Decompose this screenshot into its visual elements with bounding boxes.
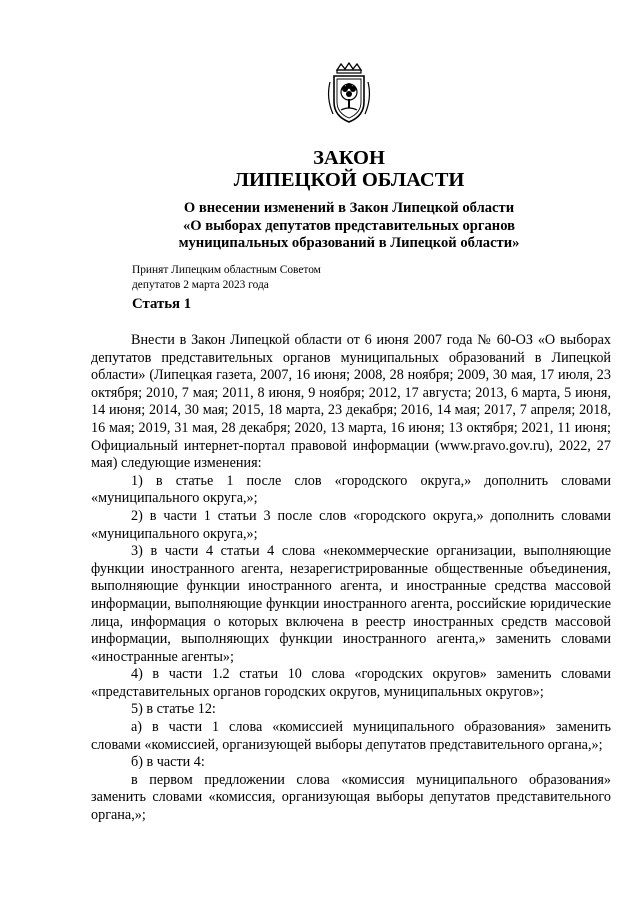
article-heading: Статья 1 [132, 296, 192, 312]
article-paragraph: в первом предложении слова «комиссия муниципального образования» заменить словами «комиссия, организующая выборы депутатов представительного органа,»; [91, 771, 611, 824]
article-paragraph: 1) в статье 1 после слов «городского округа,» дополнить словами «муниципального округа,»; [91, 472, 611, 507]
subtitle-line: «О выборах депутатов представительных органов [182, 217, 516, 234]
article-body [91, 332, 611, 825]
subtitle-line: муниципальных образований в Липецкой области» [178, 235, 520, 251]
document-title-line2: ЛИПЕЦКОЙ ОБЛАСТИ [233, 169, 465, 191]
article-paragraph: б) в части 4: [131, 754, 205, 771]
article-paragraph: а) в части 1 слова «комиссией муниципального образования» заменить словами «комиссией, организующей выборы депутатов представительного органа,»; [91, 719, 611, 753]
article-paragraph: 4) в части 1.2 статьи 10 слова «городских округов» заменить словами «представительных органов городских округов, муниципальных округов»; [91, 666, 611, 700]
adoption-line: депутатов 2 марта 2023 года [132, 279, 269, 291]
document-title-line1: ЗАКОН [313, 147, 385, 169]
adoption-note [132, 263, 321, 293]
law-subtitle [0, 200, 640, 253]
article-paragraph: 2) в части 1 статьи 3 после слов «городского округа,» дополнить словами «муниципального округа,»; [91, 507, 611, 542]
article-paragraph: 3) в части 4 статьи 4 слова «некоммерческие организации, выполняющие функции иностранного агента, незарегистрированные общественные объединения, выполняющие функции иностранного агента, и иностранные средства массовой информации, выполняющие функции иностранного агента, российские юридические лица, информация о которых включена в реестр иностранных средств массовой информации, выполняющих функции иностранного агента,» заменить словами «иностранные агенты»; [91, 543, 611, 665]
article-paragraph: Внести в Закон Липецкой области от 6 июня 2007 года № 60-ОЗ «О выборах депутатов представительных органов муниципальных образований в Липецкой области» (Липецкая газета, 2007, 16 июня; 2008, 28 ноября; 2009, 30 мая, 17 июля, 23 октября; 2010, 7 мая; 2011, 8 июня, 9 ноября; 2012, 17 августа; 2013, 6 марта, 5 июня, 14 июня; 2014, 30 мая; 2015, 18 марта, 23 декабря; 2016, 14 мая; 2017, 7 апреля; 2018, 16 мая; 2019, 31 мая, 28 декабря; 2020, 13 марта, 16 июня; 13 октября; 2021, 11 июня; Официальный интернет-портал правовой информации (www.pravo.gov.ru), 2022, 27 мая) следующие изменения: [91, 332, 611, 472]
coat-of-arms-icon [325, 62, 373, 126]
subtitle-line: О внесении изменений в Закон Липецкой области [183, 200, 515, 216]
adoption-line: Принят Липецким областным Советом [132, 264, 321, 276]
article-paragraph: 5) в статье 12: [131, 701, 216, 718]
